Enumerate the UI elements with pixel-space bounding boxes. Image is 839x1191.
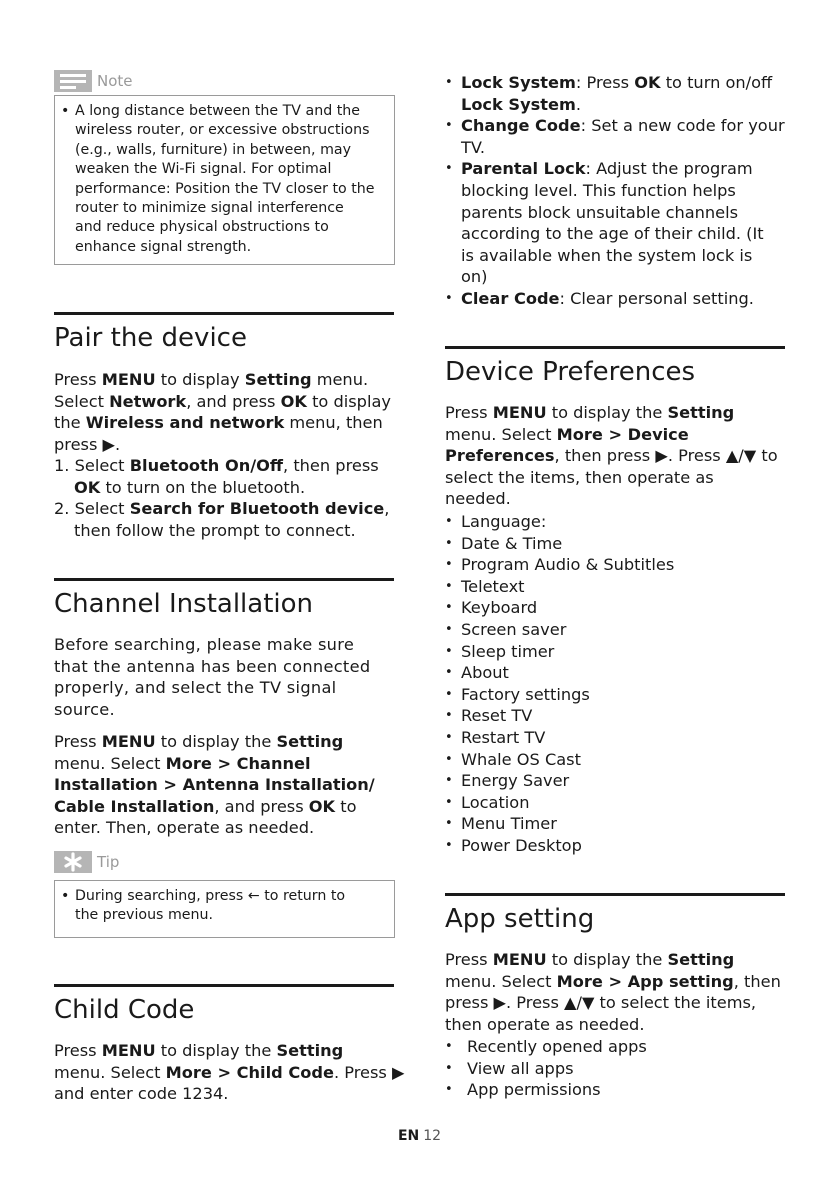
page-footer [0,1128,839,1144]
tip-header [54,851,119,873]
channel-para1: Before searching, please make sure that the antenna has been connected properly, and select the TV signal source. [54,635,371,719]
list-item: • Screen saver [445,619,674,641]
section-rule [54,578,394,581]
list-item: • Factory settings [445,684,674,706]
device-intro: Press MENU to display the Setting menu. Select More > Device Preferences, then press ▶. Press ▲/▼ to select the items, then operate as needed. [445,403,778,509]
list-item: • Reset TV [445,705,674,727]
list-item: • Location [445,792,674,814]
list-item: • Energy Saver [445,770,674,792]
tip-text: • During searching, press ← to return to the previous menu. [61,887,388,926]
section-rule [54,984,394,987]
note-header [54,70,133,92]
section-rule [445,346,785,349]
device-title: Device Preferences [445,357,696,387]
note-icon [54,70,92,92]
footer-lang: EN [397,1128,420,1144]
list-item: • Menu Timer [445,813,674,835]
channel-title: Channel Installation [54,589,314,619]
list-item: • View all apps [445,1058,647,1080]
step-2: 2. Select Search for Bluetooth device, [54,499,390,519]
list-item: • Program Audio & Subtitles [445,554,674,576]
app-intro: Press MENU to display the Setting menu. Select More > App setting, then press ▶. Press ▲/▼ to select the items, then operate as needed. [445,950,781,1034]
app-items [445,1036,647,1101]
list-item: • Keyboard [445,597,674,619]
list-item: • Language: [445,511,674,533]
list-item: • Whale OS Cast [445,749,674,771]
note-label: Note [97,72,133,90]
list-item: • About [445,662,674,684]
pair-title: Pair the device [54,323,247,353]
section-rule [54,312,394,315]
list-item: • Restart TV [445,727,674,749]
channel-para2: Press MENU to display the Setting menu. Select More > Channel Installation > Antenna Installation/ Cable Installation, and press OK to enter. Then, operate as needed. [54,732,375,838]
list-item: • Power Desktop [445,835,674,857]
list-item: • Sleep timer [445,641,674,663]
asterisk-icon [54,851,92,873]
device-items [445,511,674,857]
page-number: 12 [423,1128,442,1144]
list-item: • App permissions [445,1079,647,1101]
app-title: App setting [445,904,595,934]
child-text: Press MENU to display the Setting menu. Select More > Child Code. Press ▶ and enter code 1234. [54,1041,405,1104]
list-item: • Teletext [445,576,674,598]
list-item: • Date & Time [445,533,674,555]
note-text: • A long distance between the TV and the wireless router, or excessive obstructions (e.g., walls, furniture) in between, may weaken the Wi-Fi signal. For optimal performance: Position the TV closer to the router to minimize signal interference and reduce physical obstructions to enhance signal strength. [61,102,388,257]
child-title: Child Code [54,995,195,1025]
list-item: • Recently opened apps [445,1036,647,1058]
lock-list: • Lock System: Press OK to turn on/off Lock System. • Change Code: Set a new code for your TV. • Parental Lock: Adjust the program blocking level. This function helps parents block unsuitable channels according to the age of their child. (It is available when the system lock is on) • Clear Code: Clear personal setting. [445,73,785,308]
pair-steps: 1. Select Bluetooth On/Off, then press OK to turn on the bluetooth. 2. Select Search for Bluetooth device, then follow the prompt to connect. [54,456,390,540]
section-rule [445,893,785,896]
tip-label: Tip [97,853,120,871]
note-box [54,95,395,265]
pair-intro: Press MENU to display Setting menu. Select Network, and press OK to display the Wireless and network menu, then press ▶. [54,370,391,454]
tip-box [54,880,395,938]
step-1: 1. Select Bluetooth On/Off, then press [54,456,379,475]
